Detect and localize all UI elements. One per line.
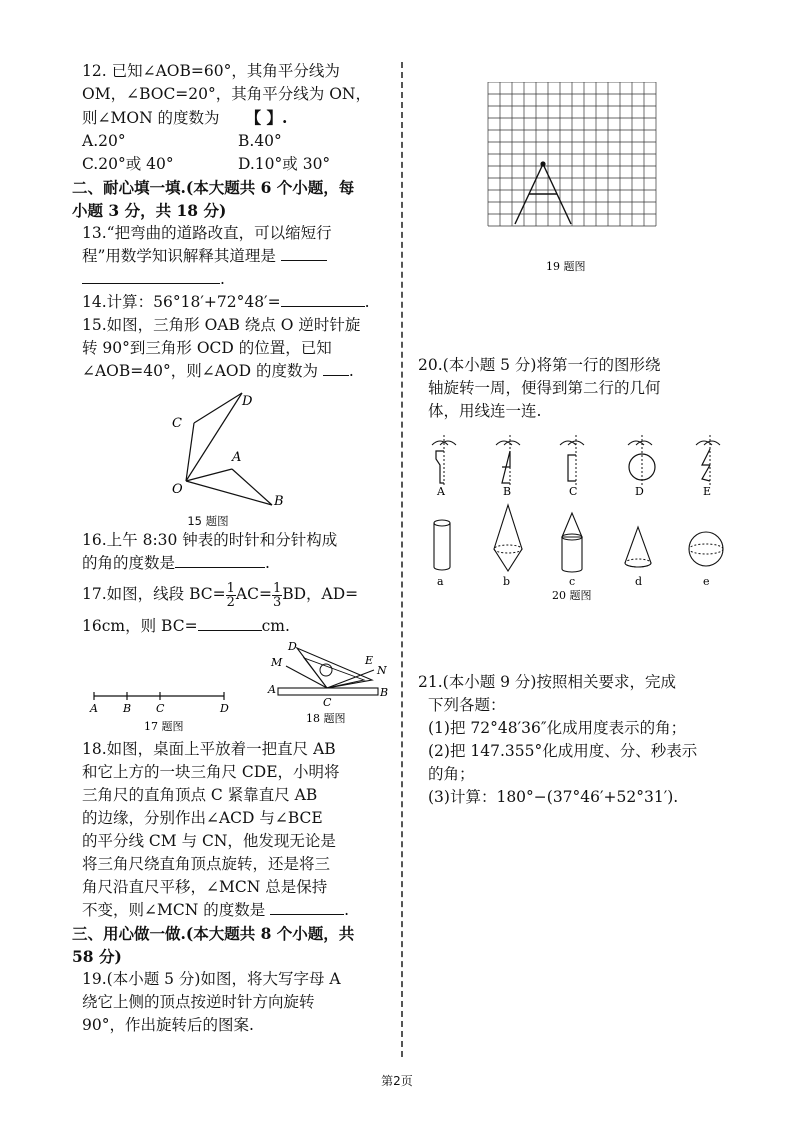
q12-line2: OM，∠BOC=20°，其角平分线为 ON， [82, 85, 371, 103]
fig18-triangle [297, 648, 372, 688]
fig17-label-c: C [156, 702, 165, 715]
q12-line1: 12. 已知∠AOB=60°，其角平分线为 [82, 62, 340, 80]
figure-15 [72, 383, 394, 511]
solid-d-cone [625, 527, 651, 567]
left-column [72, 60, 394, 1037]
q14: 14.计算：56°18′+72°48′= . [82, 293, 370, 311]
solid-c-cone-cylinder [562, 513, 582, 572]
segment-od [186, 393, 242, 481]
q12-line3 [72, 106, 394, 130]
shape-d-semicircle [628, 435, 655, 485]
q18-line2: 和它上方的一块三角尺 CDE，小明将 [82, 763, 340, 781]
segment-cd [194, 393, 242, 423]
cylinder-top [434, 520, 450, 526]
fig18-ray-cm [286, 666, 327, 688]
q19-line2: 绕它上侧的顶点按逆时针方向旋转 [82, 993, 315, 1011]
option-d: D.10°或 30° [238, 155, 331, 173]
shape-outline [702, 449, 710, 481]
fig18-label-b: B [380, 686, 389, 699]
q21-line1: 21.(本小题 9 分)按照相关要求，完成 [418, 673, 676, 691]
q17-unit: cm. [261, 617, 290, 635]
section2-heading-line1: 二、耐心填一填.(本大题共 6 个小题，每 [72, 178, 355, 197]
fig15-label-c: C [172, 416, 182, 431]
bottom-label-c: c [569, 575, 576, 588]
q21-line2: 下列各题： [428, 696, 506, 714]
fig18-ray-cn [327, 670, 374, 688]
shape-outline [502, 451, 510, 483]
q13-line2 [72, 245, 394, 268]
q17-post: BD，AD= [282, 585, 359, 603]
shape-b-triangle [496, 435, 520, 485]
option-c: C.20°或 40° [82, 155, 174, 173]
q19-line3: 90°，作出旋转后的图案. [82, 1016, 254, 1034]
cone-on-cylinder-body [562, 537, 582, 572]
q18-line7: 角尺沿直尺平移，∠MCN 总是保持 [82, 878, 328, 896]
frac1-numerator: 1 [226, 580, 235, 596]
figure-15-caption: 15 题图 [187, 514, 229, 528]
q21-part3: (3)计算：180°−(37°46′+52°31′). [428, 788, 679, 806]
rotation-arrow-icon [560, 441, 584, 445]
q18-line4: 的边缘，分别作出∠ACD 与∠BCE [82, 809, 323, 827]
right-column [418, 60, 736, 809]
q15-line2: 转 90°到三角形 OCD 的位置，已知 [82, 339, 332, 357]
q16-blank [175, 552, 265, 568]
bottom-row-labels [437, 575, 710, 588]
sphere-equator [689, 544, 723, 554]
q12-options [72, 130, 394, 176]
fig18-label-d: D [288, 640, 297, 653]
top-label-a: A [437, 485, 445, 498]
q21-part2-line2: 的角； [428, 765, 475, 783]
fig15-label-b: B [274, 494, 284, 509]
q18-line6: 将三角尺绕直角顶点旋转，还是将三 [82, 855, 331, 873]
shape-outline [568, 455, 576, 481]
q21-part1: (1)把 72°48′36″化成用度表示的角； [428, 719, 687, 737]
solid-e-sphere [689, 532, 723, 566]
figure-20 [418, 431, 736, 611]
shape-a-trapezoid [432, 435, 456, 485]
bottom-label-d: d [635, 575, 643, 588]
q12-line3-text: 则∠MON 的度数为 [82, 109, 220, 127]
cone-on-cylinder-top [562, 513, 582, 537]
figure-19-caption: 19 题图 [546, 260, 586, 273]
q17-pre: 17.如图，线段 BC= [82, 585, 226, 603]
q14-text: 14.计算：56°18′+72°48′= [82, 293, 281, 311]
q18-line3: 三角尺的直角顶点 C 紧靠直尺 AB [82, 786, 318, 804]
q18-line8-text: 不变，则∠MCN 的度数是 [82, 901, 266, 919]
fig18-label-e: E [365, 654, 374, 667]
double-cone-base [494, 545, 522, 553]
solid-a-cylinder [434, 520, 450, 570]
cone-outline [625, 527, 651, 567]
q21-part2-line1: (2)把 147.355°化成用度、分、秒表示 [428, 742, 698, 760]
shape-e-double-triangle [696, 435, 720, 485]
q18-line8: 不变，则∠MCN 的度数是 . [82, 901, 350, 919]
q17-blank [198, 615, 262, 631]
section2-heading-line2: 小题 3 分，共 18 分) [72, 201, 227, 220]
double-cone-outline [494, 505, 522, 571]
rotation-arrow-icon [496, 441, 520, 445]
q20-line2: 轴旋转一周，便得到第二行的几何 [428, 379, 661, 397]
bottom-label-b: b [503, 575, 511, 588]
sphere-outline [689, 532, 723, 566]
q17-line2 [72, 615, 394, 638]
q18-line1: 18.如图，桌面上平放着一把直尺 AB [82, 740, 336, 758]
page-footer: 第2页 [381, 1074, 413, 1088]
q15-line3-text: ∠AOB=40°，则∠AOD 的度数为 [82, 362, 318, 380]
fig18-label-n: N [377, 664, 387, 677]
top-label-c: C [569, 485, 578, 498]
section3-heading-line2: 58 分) [72, 947, 122, 966]
bottom-label-e: e [703, 575, 710, 588]
q20-line3: 体，用线连一连. [428, 402, 542, 420]
fig18-label-m: M [271, 656, 283, 669]
frac1-denominator: 2 [226, 594, 235, 610]
q19-line1: 19.(本小题 5 分)如图，将大写字母 A [82, 970, 341, 988]
grid-19 [488, 82, 656, 226]
option-a: A.20° [82, 132, 126, 150]
frac2-denominator: 3 [272, 594, 282, 610]
column-divider [401, 62, 403, 1057]
top-row-labels [436, 485, 711, 498]
q17-line1 [72, 577, 394, 611]
q13-line3: . [72, 268, 394, 291]
bottom-label-a: a [437, 575, 444, 588]
figure-20-caption: 20 题图 [552, 589, 592, 602]
fig18-label-c: C [323, 696, 332, 709]
section3-heading-line1: 三、用心做一做.(本大题共 8 个小题，共 [72, 924, 355, 943]
rotation-arrow-icon [696, 441, 720, 445]
fig17-caption: 17 题图 [144, 720, 184, 733]
cylinder-body [434, 523, 450, 570]
rotation-arrow-icon [628, 441, 652, 445]
option-b: B.40° [238, 132, 282, 150]
top-label-d: D [635, 485, 644, 498]
fig18-ruler [278, 688, 378, 695]
segment-oc [186, 423, 194, 481]
fig15-label-o: O [172, 482, 183, 497]
fig18-caption: 18 题图 [306, 712, 346, 725]
top-label-b: B [503, 485, 512, 498]
fraction-one-third [272, 582, 282, 609]
q17-mid: AC= [235, 585, 272, 603]
fraction-one-half [226, 582, 236, 609]
fig18-label-a: A [268, 683, 276, 696]
fig17-label-d: D [220, 702, 229, 715]
q16-line2-text: 的角的度数是 [82, 554, 176, 572]
q17-line2-text: 16cm，则 BC= [82, 617, 198, 635]
fig17-label-a: A [90, 702, 98, 715]
q16-line1: 16.上午 8:30 钟表的时针和分针构成 [82, 531, 338, 549]
figures-17-18 [72, 640, 394, 734]
q14-blank [281, 291, 365, 307]
shape-outline [436, 451, 444, 483]
q13-blank-b [82, 268, 220, 284]
top-label-e: E [703, 485, 712, 498]
q15-blank [323, 360, 349, 376]
q16-line2: 的角的度数是 . [82, 554, 270, 572]
q13-blank-a [281, 245, 327, 261]
q15-line1: 15.如图，三角形 OAB 绕点 O 逆时针旋 [82, 316, 361, 334]
shape-c-rectangle [560, 435, 584, 485]
frac2-numerator: 1 [272, 580, 282, 596]
figure-19 [418, 82, 736, 278]
rotation-vertex-dot [540, 161, 545, 166]
answer-bracket: 【 】. [245, 108, 288, 127]
fig17-label-b: B [123, 702, 132, 715]
q18-blank [270, 899, 344, 915]
q13-line1: 13.“把弯曲的道路改直，可以缩短行 [82, 224, 332, 242]
fig15-label-d: D [242, 394, 253, 409]
q13-line2-text: 程”用数学知识解释其道理是 [82, 247, 276, 265]
q18-line5: 的平分线 CM 与 CN，他发现无论是 [82, 832, 336, 850]
solid-b-double-cone [494, 505, 522, 571]
q15-line3: ∠AOB=40°，则∠AOD 的度数为 . [82, 362, 354, 380]
fig15-label-a: A [232, 450, 242, 465]
q20-line1: 20.(本小题 5 分)将第一行的图形绕 [418, 356, 661, 374]
